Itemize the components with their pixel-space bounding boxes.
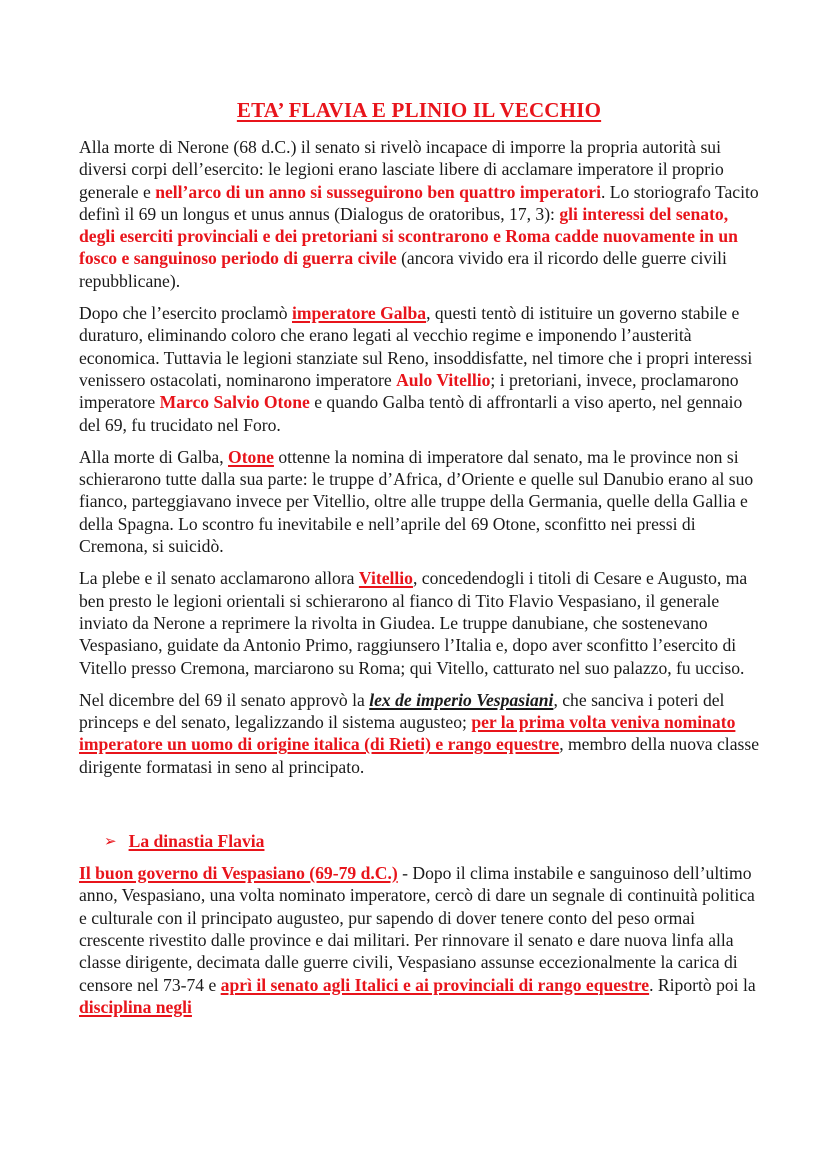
text-run: - Dopo il clima instabile e sanguinoso dell’ultimo anno, Vespasiano, una volta nominato imperatore, cercò di dare un segnale di continuità politica e culturale con il principato augusteo, pur sapendo di dover tenere conto del peso ormai crescente rivestito dalle province e dai militari. Per rinnovare il senato e dare nuova linfa alla classe dirigente, decimata dalle guerre civili, Vespasiano assunse eccezionalmente la carica di censore nel 73-74 e <box>79 863 755 995</box>
paragraph-2 <box>79 302 759 436</box>
highlight-otone: Otone <box>228 446 274 467</box>
highlight-senato-italici: aprì il senato agli Italici e ai provinciali di rango equestre <box>220 974 650 995</box>
text-run: La plebe e il senato acclamarono allora <box>79 568 359 589</box>
text-run: , membro della nuova classe dirigente formatasi in seno al principato. <box>79 734 760 777</box>
paragraph-3 <box>79 446 759 557</box>
text-run: . Lo storiografo Tacito definì il 69 un longus et unus annus (Dialogus de oratoribus, 17, 3): <box>79 181 759 224</box>
arrow-bullet-icon: ➢ <box>104 832 117 851</box>
highlight-lex-de-imperio: lex de imperio Vespasiani <box>369 689 554 710</box>
highlight-first-italic-emperor: per la prima volta veniva nominato imperatore un uomo di origine italica (di Rieti) e rango equestre <box>79 712 736 755</box>
text-run: Dopo che l’esercito proclamò <box>79 303 292 324</box>
text-run: e quando Galba tentò di affrontarli a viso aperto, nel gennaio del 69, fu trucidato nel Foro. <box>79 392 743 435</box>
highlight-aulo-vitellio: Aulo Vitellio <box>396 369 491 390</box>
text-run: , che sanciva i poteri del princeps e del senato, legalizzando il sistema augusteo; <box>79 689 725 733</box>
highlight-vitellio: Vitellio <box>358 568 413 589</box>
highlight-marco-salvio-otone: Marco Salvio Otone <box>159 392 310 413</box>
text-run: ottenne la nomina di imperatore dal senato, ma le province non si schierarono tutte dalla sua parte: le truppe d’Africa, d’Oriente e quelle sul Danubio erano al suo fianco, parteggiavano invece per Vitellio, oltre alle truppe della Germania, quelle della Gallia e della Spagna. Lo scontro fu inevitabile e nell’aprile del 69 Otone, sconfitto nei pressi di Cremona, si suicidò. <box>79 446 754 557</box>
highlight-civil-war: gli interessi del senato, degli eserciti provinciali e dei pretoriani si scontrarono e Roma cadde nuovamente in un fosco e sanguinoso periodo di guerra civile <box>79 203 738 269</box>
paragraph-5 <box>79 689 759 778</box>
text-run: , concedendogli i titoli di Cesare e Augusto, ma ben presto le legioni orientali si schierarono al fianco di Tito Flavio Vespasiano, il generale inviato da Nerone a reprimere la rivolta in Giudea. Le truppe danubiane, che sostenevano Vespasiano, guidate da Antonio Primo, raggiunsero l’Italia e, dopo aver sconfitto l’esercito di Vitello presso Cremona, marciarono su Roma; qui Vitello, catturato nel suo palazzo, fu ucciso. <box>79 568 748 678</box>
text-run: ; i pretoriani, invece, proclamarono imperatore <box>79 369 739 413</box>
highlight-buon-governo: Il buon governo di Vespasiano (69-79 d.C.) <box>79 863 398 884</box>
highlight-four-emperors: nell’arco di un anno si susseguirono ben quattro imperatori <box>155 181 601 202</box>
paragraph-6 <box>79 862 759 1018</box>
paragraph-4 <box>79 567 759 678</box>
text-run: . Riportò poi la <box>649 974 756 995</box>
section-heading-label: La dinastia Flavia <box>128 831 265 852</box>
text-run: , questi tentò di istituire un governo stabile e duraturo, eliminando coloro che erano legati al vecchio regime e imponendo l’austerità economica. Tuttavia le legioni stanziate sul Reno, insoddisfatte, nel timore che i propri interessi venissero ostacolati, nominarono imperatore <box>79 303 753 390</box>
section-heading <box>104 830 759 852</box>
text-run: (ancora vivido era il ricordo delle guerre civili repubblicane). <box>79 248 727 291</box>
text-run: Nel dicembre del 69 il senato approvò la <box>79 689 370 710</box>
highlight-galba: imperatore Galba <box>292 303 427 324</box>
document-page <box>79 96 759 1028</box>
text-run: Alla morte di Nerone (68 d.C.) il senato si rivelò incapace di imporre la propria autorità sui diversi corpi dell’esercito: le legioni erano lasciate libere di acclamare imperatore il proprio generale e <box>79 137 724 202</box>
document-title: ETA’ FLAVIA E PLINIO IL VECCHIO <box>236 98 602 122</box>
paragraph-1 <box>79 136 759 292</box>
highlight-disciplina: disciplina negli <box>79 996 192 1017</box>
text-run: Alla morte di Galba, <box>79 446 229 467</box>
